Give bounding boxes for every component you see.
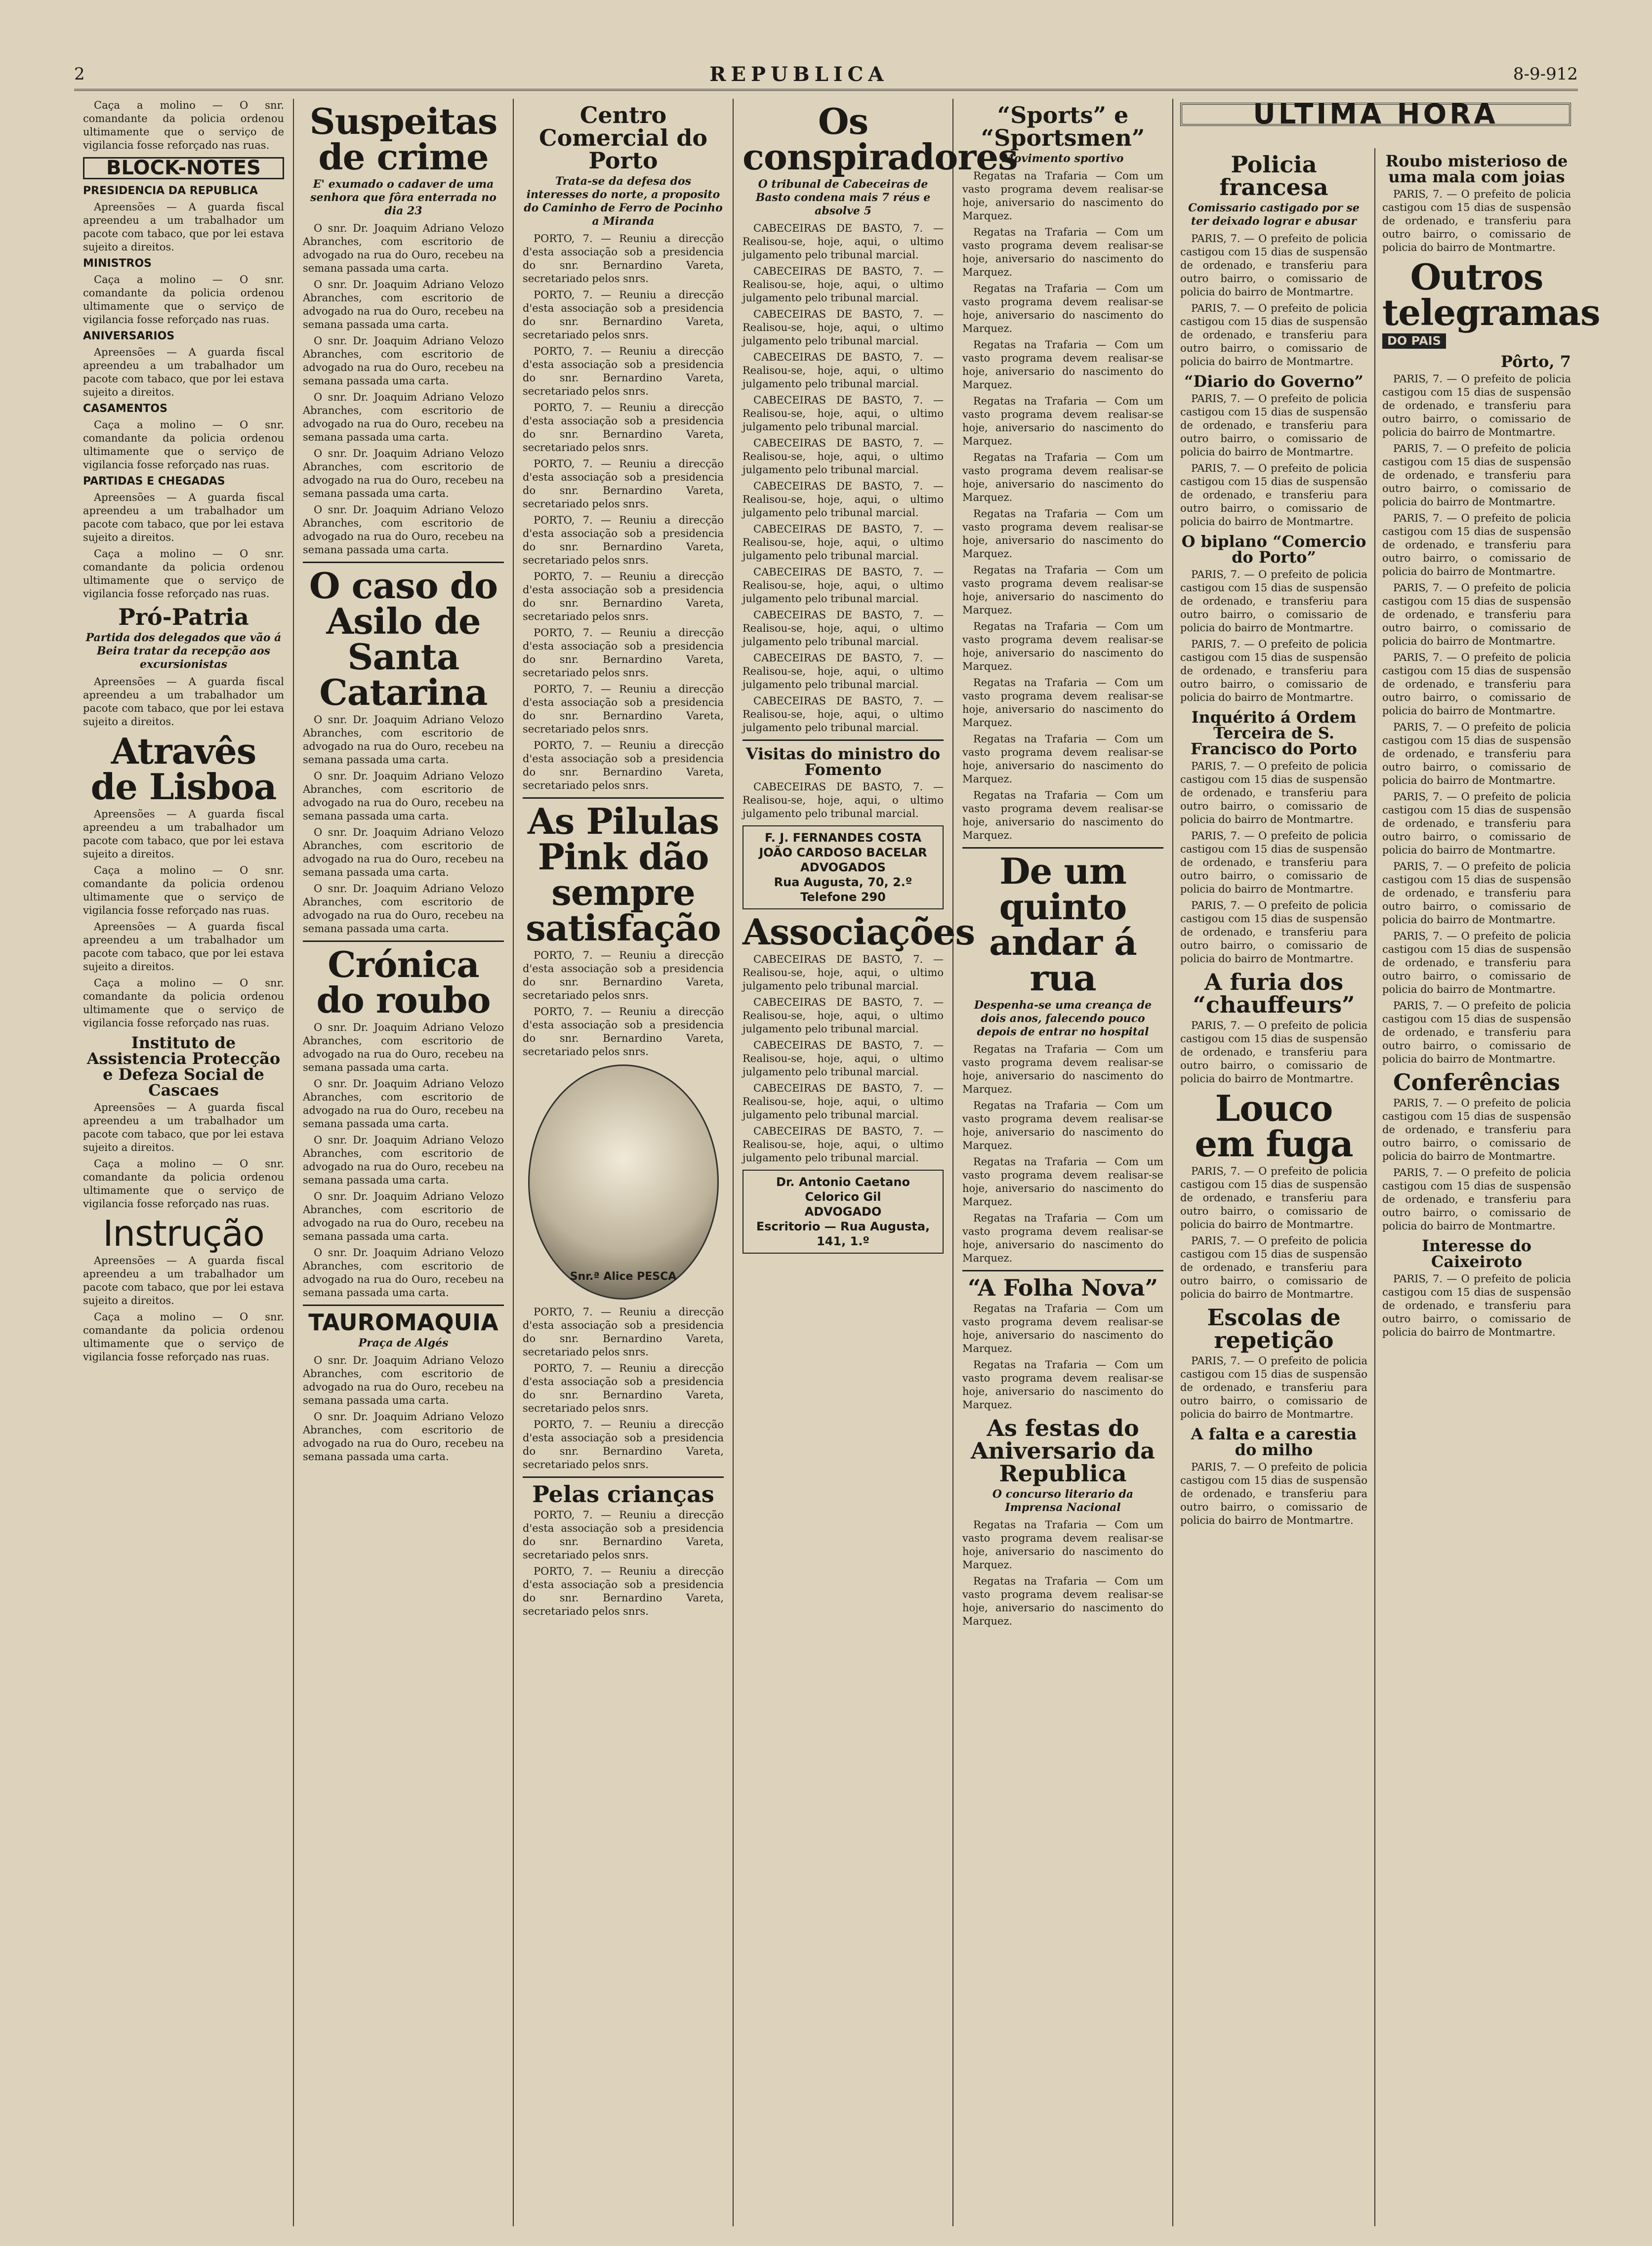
article-text: PARIS, 7. — O prefeito de policia castigou com 15 dias de suspensão de ordenado, e transferiu para outro bairro, o comissario de policia do bairro de Montmartre. (1180, 569, 1367, 634)
portrait-illustration (528, 1064, 719, 1300)
headline-cronica-roubo: Crónica do roubo (316, 943, 491, 1021)
article-text: PARIS, 7. — O prefeito de policia castigou com 15 dias de suspensão de ordenado, e transferiu para outro bairro, o comissario de policia do bairro de Montmartre. (1382, 582, 1571, 647)
article-text: PARIS, 7. — O prefeito de policia castigou com 15 dias de suspensão de ordenado, e transferiu para outro bairro, o comissario de policia do bairro de Montmartre. (1382, 930, 1571, 995)
article-text: CABECEIRAS DE BASTO, 7. — Realisou-se, hoje, aqui, o ultimo julgamento pelo tribunal marcial. (743, 437, 944, 476)
ultima-hora-banner-wrap (1180, 99, 1571, 130)
article-text: CABECEIRAS DE BASTO, 7. — Realisou-se, hoje, aqui, o ultimo julgamento pelo tribunal marcial. (743, 480, 944, 519)
article-text: CABECEIRAS DE BASTO, 7. — Realisou-se, hoje, aqui, o ultimo julgamento pelo tribunal marcial. (743, 1039, 944, 1078)
subheadline-tauromaquia: Praça de Algés (358, 1337, 449, 1349)
article-text: PARIS, 7. — O prefeito de policia castigou com 15 dias de suspensão de ordenado, e transferiu para outro bairro, o comissario de policia do bairro de Montmartre. (1382, 860, 1571, 926)
article-text: O snr. Dr. Joaquim Adriano Velozo Abranches, com escritorio de advogado na rua do Ouro, recebeu na semana passada uma carta. (303, 335, 504, 387)
issue-date: 8-9-912 (1513, 64, 1578, 84)
article-text: PORTO, 7. — Reuniu a direcção d'esta associação sob a presidencia do snr. Bernardino Vareta, secretariado pelos snrs. (523, 289, 724, 341)
headline-louco-em-fuga: Louco em fuga (1195, 1087, 1353, 1165)
article-text: PARIS, 7. — O prefeito de policia castigou com 15 dias de suspensão de ordenado, e transferiu para outro bairro, o comissario de policia do bairro de Montmartre. (1382, 652, 1571, 717)
article-text: PORTO, 7. — Reuniu a direcção d'esta associação sob a presidencia do snr. Bernardino Vareta, secretariado pelos snrs. (523, 739, 724, 791)
article-text: PORTO, 7. — Reuniu a direcção d'esta associação sob a presidencia do snr. Bernardino Vareta, secretariado pelos snrs. (523, 402, 724, 453)
advertisement-lawyer (743, 1170, 944, 1254)
headline-furia-chauffeurs: A furia dos “chauffeurs” (1193, 969, 1355, 1018)
headline-sports: “Sports” e “Sportsmen” (981, 102, 1145, 151)
column-6-left (1173, 148, 1375, 2226)
article-text: Regatas na Trafaria — Com um vasto programa devem realisar-se hoje, aniversario do nascimento do Marquez. (962, 1359, 1163, 1411)
article-text: Apreensões — A guarda fiscal apreendeu a um trabalhador um pacote com tabaco, que por lei estava sujeito a direitos. (83, 808, 284, 860)
article-text: PARIS, 7. — O prefeito de policia castigou com 15 dias de suspensão de ordenado, e transferiu para outro bairro, o comissario de policia do bairro de Montmartre. (1382, 1167, 1571, 1232)
headline-roubo-misterioso: Roubo misterioso de uma mala com joias (1385, 152, 1568, 186)
headline-tauromaquia: TAUROMAQUIA (308, 1309, 498, 1336)
section-casamentos: CASAMENTOS (83, 403, 167, 415)
article-text: O snr. Dr. Joaquim Adriano Velozo Abranches, com escritorio de advogado na rua do Ouro, recebeu na semana passada uma carta. (303, 770, 504, 822)
column-1 (74, 99, 294, 2226)
article-text: O snr. Dr. Joaquim Adriano Velozo Abranches, com escritorio de advogado na rua do Ouro, recebeu na semana passada uma carta. (303, 714, 504, 766)
article-text: PARIS, 7. — O prefeito de policia castigou com 15 dias de suspensão de ordenado, e transferiu para outro bairro, o comissario de policia do bairro de Montmartre. (1180, 233, 1367, 298)
article-text: Apreensões — A guarda fiscal apreendeu a um trabalhador um pacote com tabaco, que por lei estava sujeito a direitos. (83, 491, 284, 543)
article-text: PARIS, 7. — O prefeito de policia castigou com 15 dias de suspensão de ordenado, e transferiu para outro bairro, o comissario de policia do bairro de Montmartre. (1180, 1355, 1367, 1420)
article-text: CABECEIRAS DE BASTO, 7. — Realisou-se, hoje, aqui, o ultimo julgamento pelo tribunal marcial. (743, 695, 944, 734)
article-text: Regatas na Trafaria — Com um vasto programa devem realisar-se hoje, aniversario do nascimento do Marquez. (962, 1212, 1163, 1264)
column-2 (294, 99, 514, 2226)
column-4 (734, 99, 1018, 2226)
subheadline-policia-francesa: Comissario castigado por se ter deixado lograr e abusar (1188, 202, 1360, 228)
headline-asilo: O caso do Asilo de Santa Catarina (309, 565, 498, 713)
subheadline-conspiradores: O tribunal de Cabeceiras de Basto condena mais 7 réus e absolve 5 (755, 178, 931, 217)
headline-centro-comercial: Centro Comercial do Porto (538, 102, 708, 174)
ad2-address: Escritorio — Rua Augusta, 141, 1.º (756, 1220, 930, 1248)
headline-visitas: Visitas do ministro do Fomento (745, 744, 941, 779)
article-text: PARIS, 7. — O prefeito de policia castigou com 15 dias de suspensão de ordenado, e transferiu para outro bairro, o comissario de policia do bairro de Montmartre. (1382, 188, 1571, 253)
headline-interesse: Interesse do Caixeiroto (1422, 1236, 1531, 1271)
divider (303, 562, 504, 563)
article-text: Apreensões — A guarda fiscal apreendeu a um trabalhador um pacote com tabaco, que por lei estava sujeito a direitos. (83, 921, 284, 973)
divider (743, 739, 944, 741)
article-text: PORTO, 7. — Reuniu a direcção d'esta associação sob a presidencia do snr. Bernardino Vareta, secretariado pelos snrs. (523, 514, 724, 566)
article-text: Regatas na Trafaria — Com um vasto programa devem realisar-se hoje, aniversario do nascimento do Marquez. (962, 733, 1163, 785)
do-pais-label: DO PAIS (1382, 333, 1446, 349)
subheadline-suspeitas: E' exumado o cadaver de uma senhora que fôra enterrada no dia 23 (310, 178, 496, 217)
headline-inquerito: Inquérito á Ordem Terceira de S. Francisco do Porto (1190, 708, 1358, 758)
article-text: Caça a molino — O snr. comandante da policia ordenou ultimamente que o serviço de vigilancia fosse reforçado nas ruas. (83, 1311, 284, 1363)
article-text: O snr. Dr. Joaquim Adriano Velozo Abranches, com escritorio de advogado na rua do Ouro, recebeu na semana passada uma carta. (303, 1078, 504, 1130)
article-text: CABECEIRAS DE BASTO, 7. — Realisou-se, hoje, aqui, o ultimo julgamento pelo tribunal marcial. (743, 781, 944, 819)
subheadline-pro-patria: Partida dos delegados que vão á Beira tratar da recepção aos excursionistas (85, 631, 282, 671)
article-text: PORTO, 7. — Reuniu a direcção d'esta associação sob a presidencia do snr. Bernardino Vareta, secretariado pelos snrs. (523, 1306, 724, 1358)
article-text: PARIS, 7. — O prefeito de policia castigou com 15 dias de suspensão de ordenado, e transferiu para outro bairro, o comissario de policia do bairro de Montmartre. (1180, 1165, 1367, 1230)
article-text: PORTO, 7. — Reuniu a direcção d'esta associação sob a presidencia do snr. Bernardino Vareta, secretariado pelos snrs. (523, 683, 724, 735)
article-text: Caça a molino — O snr. comandante da policia ordenou ultimamente que o serviço de vigilancia fosse reforçado nas ruas. (83, 419, 284, 471)
column-3 (514, 99, 734, 2226)
article-text: O snr. Dr. Joaquim Adriano Velozo Abranches, com escritorio de advogado na rua do Ouro, recebeu na semana passada uma carta. (303, 391, 504, 443)
ad-address: Rua Augusta, 70, 2.º (774, 875, 912, 889)
section-aniversarios: ANIVERSARIOS (83, 330, 175, 342)
article-text: O snr. Dr. Joaquim Adriano Velozo Abranches, com escritorio de advogado na rua do Ouro, recebeu na semana passada uma carta. (303, 883, 504, 935)
article-text: PARIS, 7. — O prefeito de policia castigou com 15 dias de suspensão de ordenado, e transferiu para outro bairro, o comissario de policia do bairro de Montmartre. (1180, 393, 1367, 458)
subheadline-centro-comercial: Trata-se da defesa dos interesses do norte, a proposito do Caminho de Ferro de Pocinho a Miranda (524, 175, 723, 228)
ultima-hora-banner: ULTIMA HORA (1180, 103, 1571, 126)
article-text: Regatas na Trafaria — Com um vasto programa devem realisar-se hoje, aniversario do nascimento do Marquez. (962, 339, 1163, 391)
headline-conferencias: Conferências (1393, 1069, 1560, 1096)
article-text: CABECEIRAS DE BASTO, 7. — Realisou-se, hoje, aqui, o ultimo julgamento pelo tribunal marcial. (743, 1125, 944, 1164)
article-text: Regatas na Trafaria — Com um vasto programa devem realisar-se hoje, aniversario do nascimento do Marquez. (962, 789, 1163, 841)
article-text: PORTO, 7. — Reuniu a direcção d'esta associação sob a presidencia do snr. Bernardino Vareta, secretariado pelos snrs. (523, 1565, 724, 1617)
article-text: PORTO, 7. — Reuniu a direcção d'esta associação sob a presidencia do snr. Bernardino Vareta, secretariado pelos snrs. (523, 1509, 724, 1561)
headline-diario-governo: “Diario do Governo” (1184, 372, 1363, 391)
article-text: O snr. Dr. Joaquim Adriano Velozo Abranches, com escritorio de advogado na rua do Ouro, recebeu na semana passada uma carta. (303, 1134, 504, 1186)
article-text: PARIS, 7. — O prefeito de policia castigou com 15 dias de suspensão de ordenado, e transferiu para outro bairro, o comissario de policia do bairro de Montmartre. (1382, 721, 1571, 786)
headline-quinto-andar: De um quinto andar á rua (989, 850, 1137, 999)
article-text: CABECEIRAS DE BASTO, 7. — Realisou-se, hoje, aqui, o ultimo julgamento pelo tribunal marcial. (743, 265, 944, 304)
article-text: CABECEIRAS DE BASTO, 7. — Realisou-se, hoje, aqui, o ultimo julgamento pelo tribunal marcial. (743, 996, 944, 1035)
article-text: Caça a molino — O snr. comandante da policia ordenou ultimamente que o serviço de vigilancia fosse reforçado nas ruas. (83, 864, 284, 916)
article-text: Regatas na Trafaria — Com um vasto programa devem realisar-se hoje, aniversario do nascimento do Marquez. (962, 226, 1163, 278)
article-text: Regatas na Trafaria — Com um vasto programa devem realisar-se hoje, aniversario do nascimento do Marquez. (962, 508, 1163, 560)
article-text: CABECEIRAS DE BASTO, 7. — Realisou-se, hoje, aqui, o ultimo julgamento pelo tribunal marcial. (743, 1082, 944, 1121)
dateline-porto: Pôrto, 7 (1500, 352, 1571, 371)
portrait-caption: Snr.ª Alice PESCA (570, 1270, 677, 1283)
article-text: PARIS, 7. — O prefeito de policia castigou com 15 dias de suspensão de ordenado, e transferiu para outro bairro, o comissario de policia do bairro de Montmartre. (1382, 1273, 1571, 1338)
article-text: O snr. Dr. Joaquim Adriano Velozo Abranches, com escritorio de advogado na rua do Ouro, recebeu na semana passada uma carta. (303, 448, 504, 499)
article-text: PORTO, 7. — Reuniu a direcção d'esta associação sob a presidencia do snr. Bernardino Vareta, secretariado pelos snrs. (523, 1006, 724, 1058)
article-text: CABECEIRAS DE BASTO, 7. — Realisou-se, hoje, aqui, o ultimo julgamento pelo tribunal marcial. (743, 222, 944, 261)
article-text: PORTO, 7. — Reuniu a direcção d'esta associação sob a presidencia do snr. Bernardino Vareta, secretariado pelos snrs. (523, 627, 724, 679)
article-text: O snr. Dr. Joaquim Adriano Velozo Abranches, com escritorio de advogado na rua do Ouro, recebeu na semana passada uma carta. (303, 279, 504, 330)
ad2-name: Dr. Antonio Caetano Celorico Gil (776, 1175, 910, 1204)
ad-name-2: JOÃO CARDOSO BACELAR (759, 846, 927, 859)
article-text: PARIS, 7. — O prefeito de policia castigou com 15 dias de suspensão de ordenado, e transferiu para outro bairro, o comissario de policia do bairro de Montmartre. (1382, 512, 1571, 577)
column-6 (1173, 98, 1600, 2226)
article-text: CABECEIRAS DE BASTO, 7. — Realisou-se, hoje, aqui, o ultimo julgamento pelo tribunal marcial. (743, 523, 944, 562)
article-text: PARIS, 7. — O prefeito de policia castigou com 15 dias de suspensão de ordenado, e transferiu para outro bairro, o comissario de policia do bairro de Montmartre. (1382, 443, 1571, 508)
divider (303, 1305, 504, 1306)
article-text: O snr. Dr. Joaquim Adriano Velozo Abranches, com escritorio de advogado na rua do Ouro, recebeu na semana passada uma carta. (303, 222, 504, 274)
columns (74, 98, 1600, 2226)
article-text: Regatas na Trafaria — Com um vasto programa devem realisar-se hoje, aniversario do nascimento do Marquez. (962, 564, 1163, 616)
divider (523, 797, 724, 799)
article-text: PARIS, 7. — O prefeito de policia castigou com 15 dias de suspensão de ordenado, e transferiu para outro bairro, o comissario de policia do bairro de Montmartre. (1180, 899, 1367, 965)
headline-pelas-criancas: Pelas crianças (532, 1481, 714, 1508)
article-text: Apreensões — A guarda fiscal apreendeu a um trabalhador um pacote com tabaco, que por lei estava sujeito a direitos. (83, 1102, 284, 1153)
column-6-right (1375, 148, 1600, 2226)
divider (523, 1476, 724, 1478)
article-text: Regatas na Trafaria — Com um vasto programa devem realisar-se hoje, aniversario do nascimento do Marquez. (962, 1575, 1163, 1627)
article-text: Regatas na Trafaria — Com um vasto programa devem realisar-se hoje, aniversario do nascimento do Marquez. (962, 1043, 1163, 1095)
article-text: Regatas na Trafaria — Com um vasto programa devem realisar-se hoje, aniversario do nascimento do Marquez. (962, 283, 1163, 334)
article-text: PORTO, 7. — Reuniu a direcção d'esta associação sob a presidencia do snr. Bernardino Vareta, secretariado pelos snrs. (523, 949, 724, 1001)
article-text: Apreensões — A guarda fiscal apreendeu a um trabalhador um pacote com tabaco, que por lei estava sujeito a direitos. (83, 676, 284, 728)
ad-role: ADVOGADOS (800, 860, 886, 874)
article-text: O snr. Dr. Joaquim Adriano Velozo Abranches, com escritorio de advogado na rua do Ouro, recebeu na semana passada uma carta. (303, 504, 504, 556)
article-text: Regatas na Trafaria — Com um vasto programa devem realisar-se hoje, aniversario do nascimento do Marquez. (962, 451, 1163, 503)
headline-pilulas-pink: As Pilulas Pink dão sempre satisfação (526, 800, 721, 949)
article-text: PARIS, 7. — O prefeito de policia castigou com 15 dias de suspensão de ordenado, e transferiu para outro bairro, o comissario de policia do bairro de Montmartre. (1180, 1020, 1367, 1085)
headline-pro-patria: Pró-Patria (118, 604, 249, 630)
article-text: Caça a molino — O snr. comandante da policia ordenou ultimamente que o serviço de vigilancia fosse reforçado nas ruas. (83, 274, 284, 326)
article-text: Regatas na Trafaria — Com um vasto programa devem realisar-se hoje, aniversario do nascimento do Marquez. (962, 620, 1163, 672)
page-number: 2 (74, 64, 85, 84)
article-text: Regatas na Trafaria — Com um vasto programa devem realisar-se hoje, aniversario do nascimento do Marquez. (962, 170, 1163, 222)
article-text: Regatas na Trafaria — Com um vasto programa devem realisar-se hoje, aniversario do nascimento do Marquez. (962, 1519, 1163, 1571)
headline-suspeitas: Suspeitas de crime (309, 100, 497, 178)
headline-folha-nova: “A Folha Nova” (967, 1274, 1158, 1301)
divider (303, 940, 504, 942)
article-text: PARIS, 7. — O prefeito de policia castigou com 15 dias de suspensão de ordenado, e transferiu para outro bairro, o comissario de policia do bairro de Montmartre. (1180, 302, 1367, 368)
article-text: Regatas na Trafaria — Com um vasto programa devem realisar-se hoje, aniversario do nascimento do Marquez. (962, 1156, 1163, 1208)
headline-atraves-lisboa: Atravês de Lisboa (90, 730, 277, 808)
article-text: PARIS, 7. — O prefeito de policia castigou com 15 dias de suspensão de ordenado, e transferiu para outro bairro, o comissario de policia do bairro de Montmartre. (1382, 791, 1571, 856)
article-text: Regatas na Trafaria — Com um vasto programa devem realisar-se hoje, aniversario do nascimento do Marquez. (962, 395, 1163, 447)
article-text: PORTO, 7. — Reuniu a direcção d'esta associação sob a presidencia do snr. Bernardino Vareta, secretariado pelos snrs. (523, 458, 724, 510)
section-partidas: PARTIDAS E CHEGADAS (83, 475, 225, 488)
article-text: CABECEIRAS DE BASTO, 7. — Realisou-se, hoje, aqui, o ultimo julgamento pelo tribunal marcial. (743, 566, 944, 605)
headline-outros-telegramas: Outros telegramas (1382, 256, 1600, 333)
headline-biplano: O biplano “Comercio do Porto” (1181, 532, 1366, 567)
article-text: PARIS, 7. — O prefeito de policia castigou com 15 dias de suspensão de ordenado, e transferiu para outro bairro, o comissario de policia do bairro de Montmartre. (1180, 1235, 1367, 1300)
article-text: PORTO, 7. — Reuniu a direcção d'esta associação sob a presidencia do snr. Bernardino Vareta, secretariado pelos snrs. (523, 571, 724, 622)
article-text: Apreensões — A guarda fiscal apreendeu a um trabalhador um pacote com tabaco, que por lei estava sujeito a direitos. (83, 201, 284, 253)
article-text: PARIS, 7. — O prefeito de policia castigou com 15 dias de suspensão de ordenado, e transferiu para outro bairro, o comissario de policia do bairro de Montmartre. (1382, 373, 1571, 438)
article-text: O snr. Dr. Joaquim Adriano Velozo Abranches, com escritorio de advogado na rua do Ouro, recebeu na semana passada uma carta. (303, 1247, 504, 1299)
advertisement-lawyers (743, 825, 944, 909)
article-text: PARIS, 7. — O prefeito de policia castigou com 15 dias de suspensão de ordenado, e transferiu para outro bairro, o comissario de policia do bairro de Montmartre. (1382, 1097, 1571, 1162)
section-ministros: MINISTROS (83, 257, 152, 270)
article-text: O snr. Dr. Joaquim Adriano Velozo Abranches, com escritorio de advogado na rua do Ouro, recebeu na semana passada uma carta. (303, 1354, 504, 1406)
article-text: Caça a molino — O snr. comandante da policia ordenou ultimamente que o serviço de vigilancia fosse reforçado nas ruas. (83, 1158, 284, 1210)
section-presidencia: PRESIDENCIA DA REPUBLICA (83, 185, 258, 197)
headline-escolas-repeticao: Escolas de repetição (1207, 1304, 1341, 1353)
article-text: Regatas na Trafaria — Com um vasto programa devem realisar-se hoje, aniversario do nascimento do Marquez. (962, 677, 1163, 729)
subheadline-sports: Movimento sportivo (1002, 152, 1124, 165)
article-text: CABECEIRAS DE BASTO, 7. — Realisou-se, hoje, aqui, o ultimo julgamento pelo tribunal marcial. (743, 953, 944, 992)
article-text: PARIS, 7. — O prefeito de policia castigou com 15 dias de suspensão de ordenado, e transferiu para outro bairro, o comissario de policia do bairro de Montmartre. (1382, 1000, 1571, 1065)
headline-associacoes: Associações (743, 911, 975, 953)
article-text: PORTO, 7. — Reuniu a direcção d'esta associação sob a presidencia do snr. Bernardino Vareta, secretariado pelos snrs. (523, 1419, 724, 1470)
article-text: Regatas na Trafaria — Com um vasto programa devem realisar-se hoje, aniversario do nascimento do Marquez. (962, 1100, 1163, 1151)
article-text: CABECEIRAS DE BASTO, 7. — Realisou-se, hoje, aqui, o ultimo julgamento pelo tribunal marcial. (743, 308, 944, 347)
article-text: CABECEIRAS DE BASTO, 7. — Realisou-se, hoje, aqui, o ultimo julgamento pelo tribunal marcial. (743, 394, 944, 433)
newspaper-title: REPUBLICA (709, 62, 889, 86)
article-text: CABECEIRAS DE BASTO, 7. — Realisou-se, hoje, aqui, o ultimo julgamento pelo tribunal marcial. (743, 609, 944, 648)
article-text: O snr. Dr. Joaquim Adriano Velozo Abranches, com escritorio de advogado na rua do Ouro, recebeu na semana passada uma carta. (303, 1411, 504, 1463)
divider (962, 847, 1163, 849)
headline-policia-francesa: Policia francesa (1219, 151, 1328, 201)
headline-festas: As festas do Aniversario da Republica (971, 1415, 1155, 1487)
divider (962, 1270, 1163, 1271)
article-text: PARIS, 7. — O prefeito de policia castigou com 15 dias de suspensão de ordenado, e transferiu para outro bairro, o comissario de policia do bairro de Montmartre. (1180, 638, 1367, 703)
headline-falta-milho: A falta e a carestia do milho (1191, 1425, 1357, 1459)
article-text: O snr. Dr. Joaquim Adriano Velozo Abranches, com escritorio de advogado na rua do Ouro, recebeu na semana passada uma carta. (303, 1190, 504, 1242)
block-notes-heading: BLOCK-NOTES (83, 157, 284, 179)
article-text: CABECEIRAS DE BASTO, 7. — Realisou-se, hoje, aqui, o ultimo julgamento pelo tribunal marcial. (743, 652, 944, 691)
headline-instituto: Instituto de Assistencia Protecção e Defeza Social de Cascaes (86, 1033, 281, 1100)
article-text: PORTO, 7. — Reuniu a direcção d'esta associação sob a presidencia do snr. Bernardino Vareta, secretariado pelos snrs. (523, 233, 724, 285)
ad-telephone: Telefone 290 (800, 890, 886, 904)
article-text: O snr. Dr. Joaquim Adriano Velozo Abranches, com escritorio de advogado na rua do Ouro, recebeu na semana passada uma carta. (303, 826, 504, 878)
ad-name: F. J. FERNANDES COSTA (764, 831, 922, 845)
article-text: PARIS, 7. — O prefeito de policia castigou com 15 dias de suspensão de ordenado, e transferiu para outro bairro, o comissario de policia do bairro de Montmartre. (1180, 1461, 1367, 1526)
article-text: Regatas na Trafaria — Com um vasto programa devem realisar-se hoje, aniversario do nascimento do Marquez. (962, 1303, 1163, 1354)
article-text: PARIS, 7. — O prefeito de policia castigou com 15 dias de suspensão de ordenado, e transferiu para outro bairro, o comissario de policia do bairro de Montmartre. (1180, 760, 1367, 825)
article-text: Caça a molino — O snr. comandante da policia ordenou ultimamente que o serviço de vigilancia fosse reforçado nas ruas. (83, 977, 284, 1029)
article-text: PORTO, 7. — Reuniu a direcção d'esta associação sob a presidencia do snr. Bernardino Vareta, secretariado pelos snrs. (523, 345, 724, 397)
headline-conspiradores: Os conspiradores (743, 100, 1018, 178)
masthead (74, 59, 1578, 91)
article-text: Caça a molino — O snr. comandante da policia ordenou ultimamente que o serviço de vigilancia fosse reforçado nas ruas. (83, 99, 284, 151)
headline-instrucao: Instrução (103, 1213, 264, 1254)
column-5 (953, 99, 1173, 2226)
article-text: O snr. Dr. Joaquim Adriano Velozo Abranches, com escritorio de advogado na rua do Ouro, recebeu na semana passada uma carta. (303, 1021, 504, 1073)
subheadline-quinto-andar: Despenha-se uma creança de dois anos, falecendo pouco depois de entrar no hospital (974, 999, 1152, 1038)
article-text: CABECEIRAS DE BASTO, 7. — Realisou-se, hoje, aqui, o ultimo julgamento pelo tribunal marcial. (743, 351, 944, 390)
article-text: PORTO, 7. — Reuniu a direcção d'esta associação sob a presidencia do snr. Bernardino Vareta, secretariado pelos snrs. (523, 1362, 724, 1414)
article-text: Apreensões — A guarda fiscal apreendeu a um trabalhador um pacote com tabaco, que por lei estava sujeito a direitos. (83, 1255, 284, 1307)
subheadline-festas: O concurso literario da Imprensa Nacional (992, 1488, 1134, 1514)
ad2-role: ADVOGADO (804, 1205, 882, 1219)
article-text: Caça a molino — O snr. comandante da policia ordenou ultimamente que o serviço de vigilancia fosse reforçado nas ruas. (83, 548, 284, 600)
article-text: PARIS, 7. — O prefeito de policia castigou com 15 dias de suspensão de ordenado, e transferiu para outro bairro, o comissario de policia do bairro de Montmartre. (1180, 462, 1367, 528)
article-text: PARIS, 7. — O prefeito de policia castigou com 15 dias de suspensão de ordenado, e transferiu para outro bairro, o comissario de policia do bairro de Montmartre. (1180, 830, 1367, 895)
article-text: Apreensões — A guarda fiscal apreendeu a um trabalhador um pacote com tabaco, que por lei estava sujeito a direitos. (83, 346, 284, 398)
